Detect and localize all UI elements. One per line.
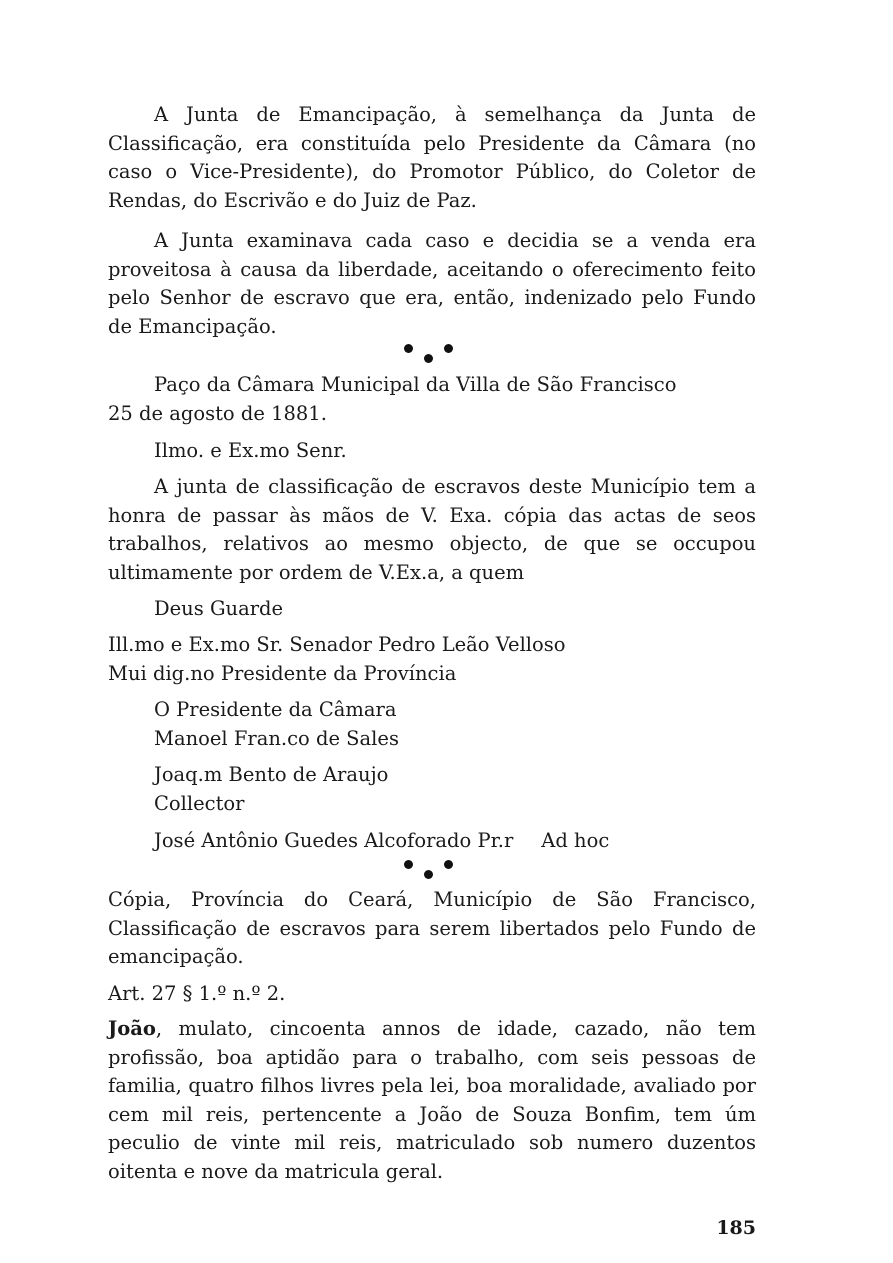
entry-name: João	[108, 1017, 156, 1040]
signature-suffix: Ad hoc	[541, 829, 610, 852]
signature-collector	[108, 761, 756, 818]
entry-text: , mulato, cincoenta annos de idade, cazado, não tem profissão, boa aptidão para o trabalho, com seis pessoas de familia, quatro filhos livres pela lei, boa moralidade, avaliado por cem mil reis, pertencente a João de Souza Bonfim, tem úm peculio de vinte mil reis, matriculado sob numero duzentos oitenta e nove da matricula geral.	[108, 1017, 756, 1183]
letter-closing: Deus Guarde	[154, 597, 284, 620]
article-reference: Art. 27 § 1.º n.º 2.	[108, 982, 286, 1005]
signature-promotor	[108, 827, 756, 856]
copy-header: Cópia, Província do Ceará, Município de São Francisco, Classificação de escravos para serem libertados pelo Fundo de emancipação.	[108, 888, 756, 969]
letter-date: 25 de agosto de 1881.	[108, 401, 327, 425]
signature-name: Manoel Fran.co de Sales	[154, 726, 399, 750]
section-separator-dots	[404, 858, 464, 882]
signature-role: Collector	[154, 791, 245, 815]
signature-president	[108, 696, 756, 753]
addressee-line-2: Mui dig.no Presidente da Província	[108, 661, 457, 685]
section-separator-dots	[404, 342, 464, 366]
signature-role: O Presidente da Câmara	[154, 698, 397, 721]
letter-place-date	[108, 371, 756, 428]
page-number: 185	[716, 1217, 756, 1239]
letter-salutation: Ilmo. e Ex.mo Senr.	[154, 439, 347, 462]
separator-dot	[424, 870, 433, 879]
paragraph-junta-procedure: A Junta examinava cada caso e decidia se a venda era proveitosa à causa da liberdade, aceitando o oferecimento feito pelo Senhor de escravo que era, então, indenizado pelo Fundo de Emancipação.	[108, 229, 756, 338]
signature-name: José Antônio Guedes Alcoforado Pr.r	[154, 829, 514, 852]
paragraph-junta-composition: A Junta de Emancipação, à semelhança da Junta de Classificação, era constituída pelo Presidente da Câmara (no caso o Vice-Presidente), do Promotor Público, do Coletor de Rendas, do Escrivão e do Juiz de Paz.	[108, 103, 756, 212]
letter-place: Paço da Câmara Municipal da Villa de São Francisco	[154, 373, 677, 396]
letter-addressee	[108, 631, 756, 688]
separator-dot	[444, 344, 453, 353]
signature-name: Joaq.m Bento de Araujo	[154, 763, 389, 786]
separator-dot	[404, 344, 413, 353]
addressee-line-1: Ill.mo e Ex.mo Sr. Senador Pedro Leão Velloso	[108, 633, 566, 656]
separator-dot	[444, 860, 453, 869]
slave-entry	[108, 1015, 756, 1187]
separator-dot	[424, 354, 433, 363]
separator-dot	[404, 860, 413, 869]
letter-body: A junta de classificação de escravos deste Município tem a honra de passar às mãos de V. Exa. cópia das actas de seos trabalhos, relativos ao mesmo objecto, de que se occupou ultimamente por ordem de V.Ex.a, a quem	[108, 475, 756, 584]
